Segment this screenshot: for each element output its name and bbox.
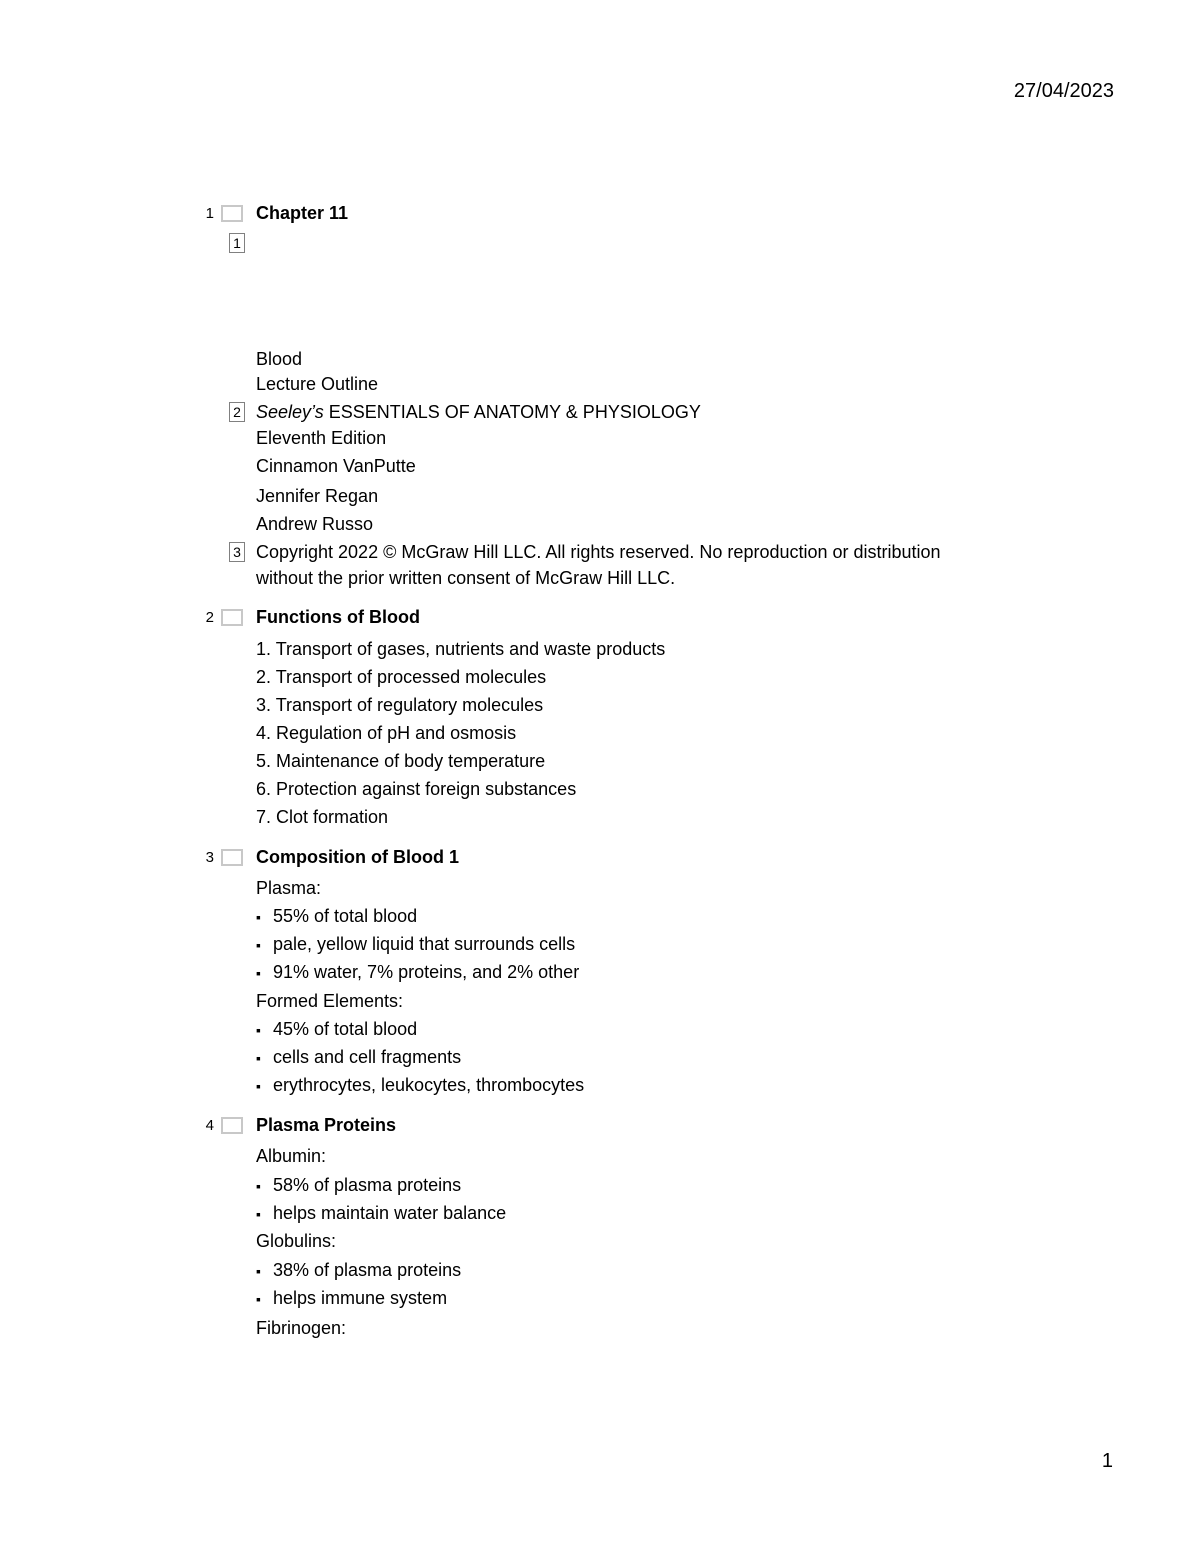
- note-line: Globulins:: [256, 1231, 337, 1251]
- slide-number: 1: [205, 205, 214, 222]
- bullet-icon: ▪: [256, 965, 261, 981]
- footer-page-number: 1: [1101, 1450, 1113, 1472]
- bullet-icon: ▪: [256, 1263, 261, 1279]
- bullet-line: ▪ helps immune system: [256, 1288, 448, 1308]
- note-line: Andrew Russo: [256, 514, 374, 534]
- book-title: ESSENTIALS OF ANATOMY & PHYSIOLOGY: [328, 402, 701, 422]
- bullet-line: ▪ 45% of total blood: [256, 1019, 418, 1039]
- bullet-line: ▪ 58% of plasma proteins: [256, 1175, 462, 1195]
- slide-number: 3: [205, 849, 214, 866]
- slide-thumbnail-placeholder[interactable]: [221, 849, 243, 866]
- note-line: 7. Clot formation: [256, 807, 389, 827]
- slide-title: Composition of Blood 1: [256, 847, 459, 867]
- slide-thumbnail-placeholder[interactable]: [221, 205, 243, 222]
- note-line: Copyright 2022 © McGraw Hill LLC. All rights reserved. No reproduction or distribution: [256, 542, 941, 562]
- header-date: 27/04/2023: [1013, 80, 1114, 102]
- note-line: 5. Maintenance of body temperature: [256, 751, 546, 771]
- bullet-line: ▪ helps maintain water balance: [256, 1203, 507, 1223]
- note-line: Jennifer Regan: [256, 486, 379, 506]
- bullet-icon: ▪: [256, 1291, 261, 1307]
- note-line: [256, 402, 701, 423]
- note-line: Plasma:: [256, 878, 322, 898]
- note-line: Albumin:: [256, 1146, 327, 1166]
- bullet-icon: ▪: [256, 1050, 261, 1066]
- note-line: Blood: [256, 349, 303, 369]
- note-line: 3. Transport of regulatory molecules: [256, 695, 544, 715]
- bullet-line: ▪ 38% of plasma proteins: [256, 1260, 462, 1280]
- note-line: 6. Protection against foreign substances: [256, 779, 577, 799]
- bullet-line: ▪ pale, yellow liquid that surrounds cells: [256, 934, 576, 954]
- bullet-line: ▪ cells and cell fragments: [256, 1047, 462, 1067]
- bullet-line: ▪ 55% of total blood: [256, 906, 418, 926]
- slide-thumbnail-placeholder[interactable]: [221, 609, 243, 626]
- note-line: Cinnamon VanPutte: [256, 456, 416, 476]
- bullet-icon: ▪: [256, 937, 261, 953]
- bullet-icon: ▪: [256, 1078, 261, 1094]
- note-line: Lecture Outline: [256, 374, 379, 394]
- note-line: Eleventh Edition: [256, 428, 387, 448]
- note-line: Formed Elements:: [256, 991, 404, 1011]
- note-marker: 1: [229, 233, 245, 253]
- bullet-icon: ▪: [256, 909, 261, 925]
- bullet-line: ▪ erythrocytes, leukocytes, thrombocytes: [256, 1075, 585, 1095]
- note-line: without the prior written consent of McGraw Hill LLC.: [256, 568, 676, 588]
- slide-title: Functions of Blood: [256, 607, 420, 627]
- slide-number: 2: [205, 609, 214, 626]
- bullet-line: ▪ 91% water, 7% proteins, and 2% other: [256, 962, 580, 982]
- note-marker: 2: [229, 402, 245, 422]
- note-line: Fibrinogen:: [256, 1318, 347, 1338]
- slide-thumbnail-placeholder[interactable]: [221, 1117, 243, 1134]
- note-marker: 3: [229, 542, 245, 562]
- slide-number: 4: [205, 1117, 214, 1134]
- bullet-icon: ▪: [256, 1178, 261, 1194]
- bullet-icon: ▪: [256, 1206, 261, 1222]
- slide-title: Plasma Proteins: [256, 1115, 397, 1135]
- bullet-icon: ▪: [256, 1022, 261, 1038]
- note-line: 2. Transport of processed molecules: [256, 667, 547, 687]
- book-title-italic: Seeley’s: [256, 402, 324, 422]
- slide-title: Chapter 11: [256, 203, 349, 223]
- note-line: 1. Transport of gases, nutrients and waste products: [256, 639, 666, 659]
- note-line: 4. Regulation of pH and osmosis: [256, 723, 517, 743]
